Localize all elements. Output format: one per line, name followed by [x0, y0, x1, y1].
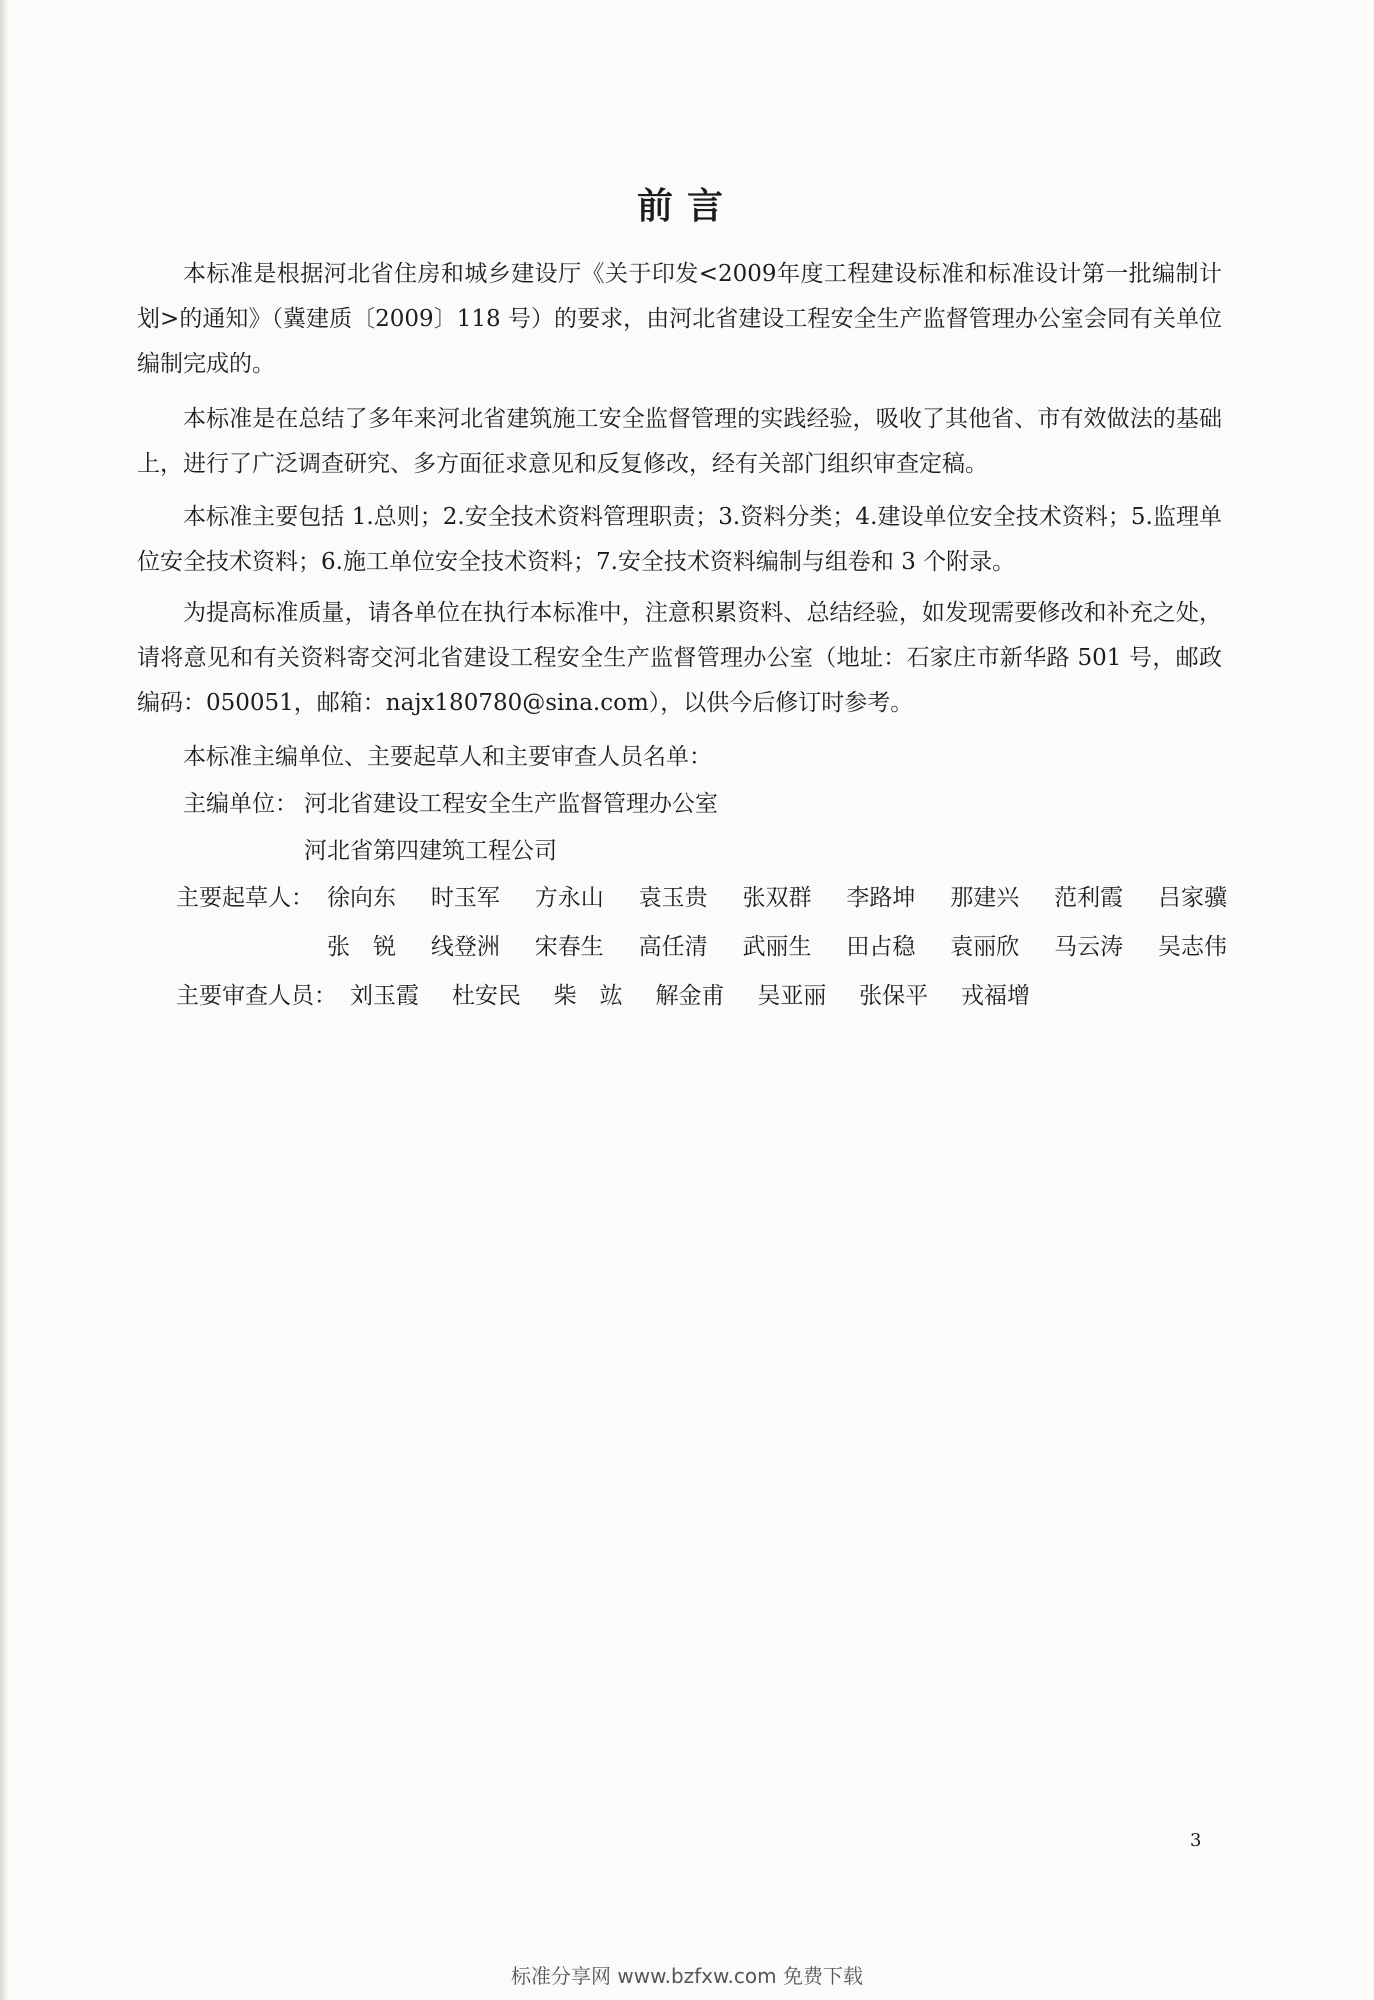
drafter-name: 吴志伟	[1158, 934, 1227, 960]
paragraph-basis: 本标准是根据河北省住房和城乡建设厅《关于印发<2009年度工程建设标准和标准设计第一批编制计划>的通知》（冀建质〔2009〕118 号）的要求，由河北省建设工程安全生产监督管理办公室会同有关单位编制完成的。	[137, 261, 1222, 377]
drafter-name: 范利霞	[1054, 885, 1124, 911]
drafters-row-2	[327, 925, 1227, 970]
drafter-name: 张 锐	[327, 934, 396, 960]
drafter-name: 袁丽欣	[950, 934, 1020, 960]
chief-editor-label: 主编单位：	[183, 791, 298, 817]
drafter-name: 高任清	[638, 934, 708, 960]
drafter-name: 田占稳	[846, 934, 916, 960]
drafter-name: 张双群	[742, 885, 812, 911]
drafter-name: 徐向东	[327, 885, 396, 911]
drafter-name: 方永山	[534, 885, 604, 911]
reviewer-name: 吴亚丽	[757, 983, 827, 1009]
reviewers-label: 主要审查人员：	[176, 983, 337, 1009]
paragraph-summary: 本标准是在总结了多年来河北省建筑施工安全监督管理的实践经验，吸收了其他省、市有效做法的基础上，进行了广泛调查研究、多方面征求意见和反复修改，经有关部门组织审查定稿。	[137, 406, 1222, 477]
page-number: 3	[1190, 1830, 1202, 1851]
paragraph-contents: 本标准主要包括 1.总则；2.安全技术资料管理职责；3.资料分类；4.建设单位安全技术资料；5.监理单位安全技术资料；6.施工单位安全技术资料；7.安全技术资料编制与组卷和 3 个附录。	[137, 504, 1222, 575]
drafter-name: 袁玉贵	[638, 885, 708, 911]
reviewer-name: 刘玉霞	[350, 983, 419, 1009]
reviewers-row	[350, 974, 1030, 1019]
reviewer-name: 张保平	[859, 983, 929, 1009]
drafter-name: 时玉军	[430, 885, 500, 911]
paragraph-feedback: 为提高标准质量，请各单位在执行本标准中，注意积累资料、总结经验，如发现需要修改和补充之处，请将意见和有关资料寄交河北省建设工程安全生产监督管理办公室（地址：石家庄市新华路 501 号，邮政编码：050051，邮箱：najx180780@sina.com），以供今后修订时参考。	[137, 600, 1222, 716]
drafters-row-1	[327, 876, 1227, 921]
drafter-name: 吕家骥	[1158, 885, 1227, 911]
paragraph-personnel-intro: 本标准主编单位、主要起草人和主要审查人员名单：	[183, 744, 712, 770]
reviewer-name: 戎福增	[960, 983, 1030, 1009]
reviewer-name: 杜安民	[451, 983, 521, 1009]
drafter-name: 那建兴	[950, 885, 1020, 911]
drafter-name: 宋春生	[534, 934, 604, 960]
reviewer-name: 解金甫	[655, 983, 725, 1009]
page-title: 前言	[636, 186, 737, 227]
footer-watermark-text: 标准分享网 www.bzfxw.com 免费下载	[511, 1964, 863, 1988]
drafter-name: 李路坤	[846, 885, 916, 911]
drafter-name: 线登洲	[430, 934, 500, 960]
chief-editor-unit: 河北省第四建筑工程公司	[304, 838, 557, 864]
scan-edge-shadow	[0, 0, 8, 2000]
chief-editor-unit: 河北省建设工程安全生产监督管理办公室	[304, 791, 718, 817]
drafter-name: 马云涛	[1054, 934, 1124, 960]
drafters-label: 主要起草人：	[176, 885, 314, 911]
reviewer-name: 柴 竑	[553, 983, 623, 1009]
drafter-name: 武丽生	[742, 934, 812, 960]
